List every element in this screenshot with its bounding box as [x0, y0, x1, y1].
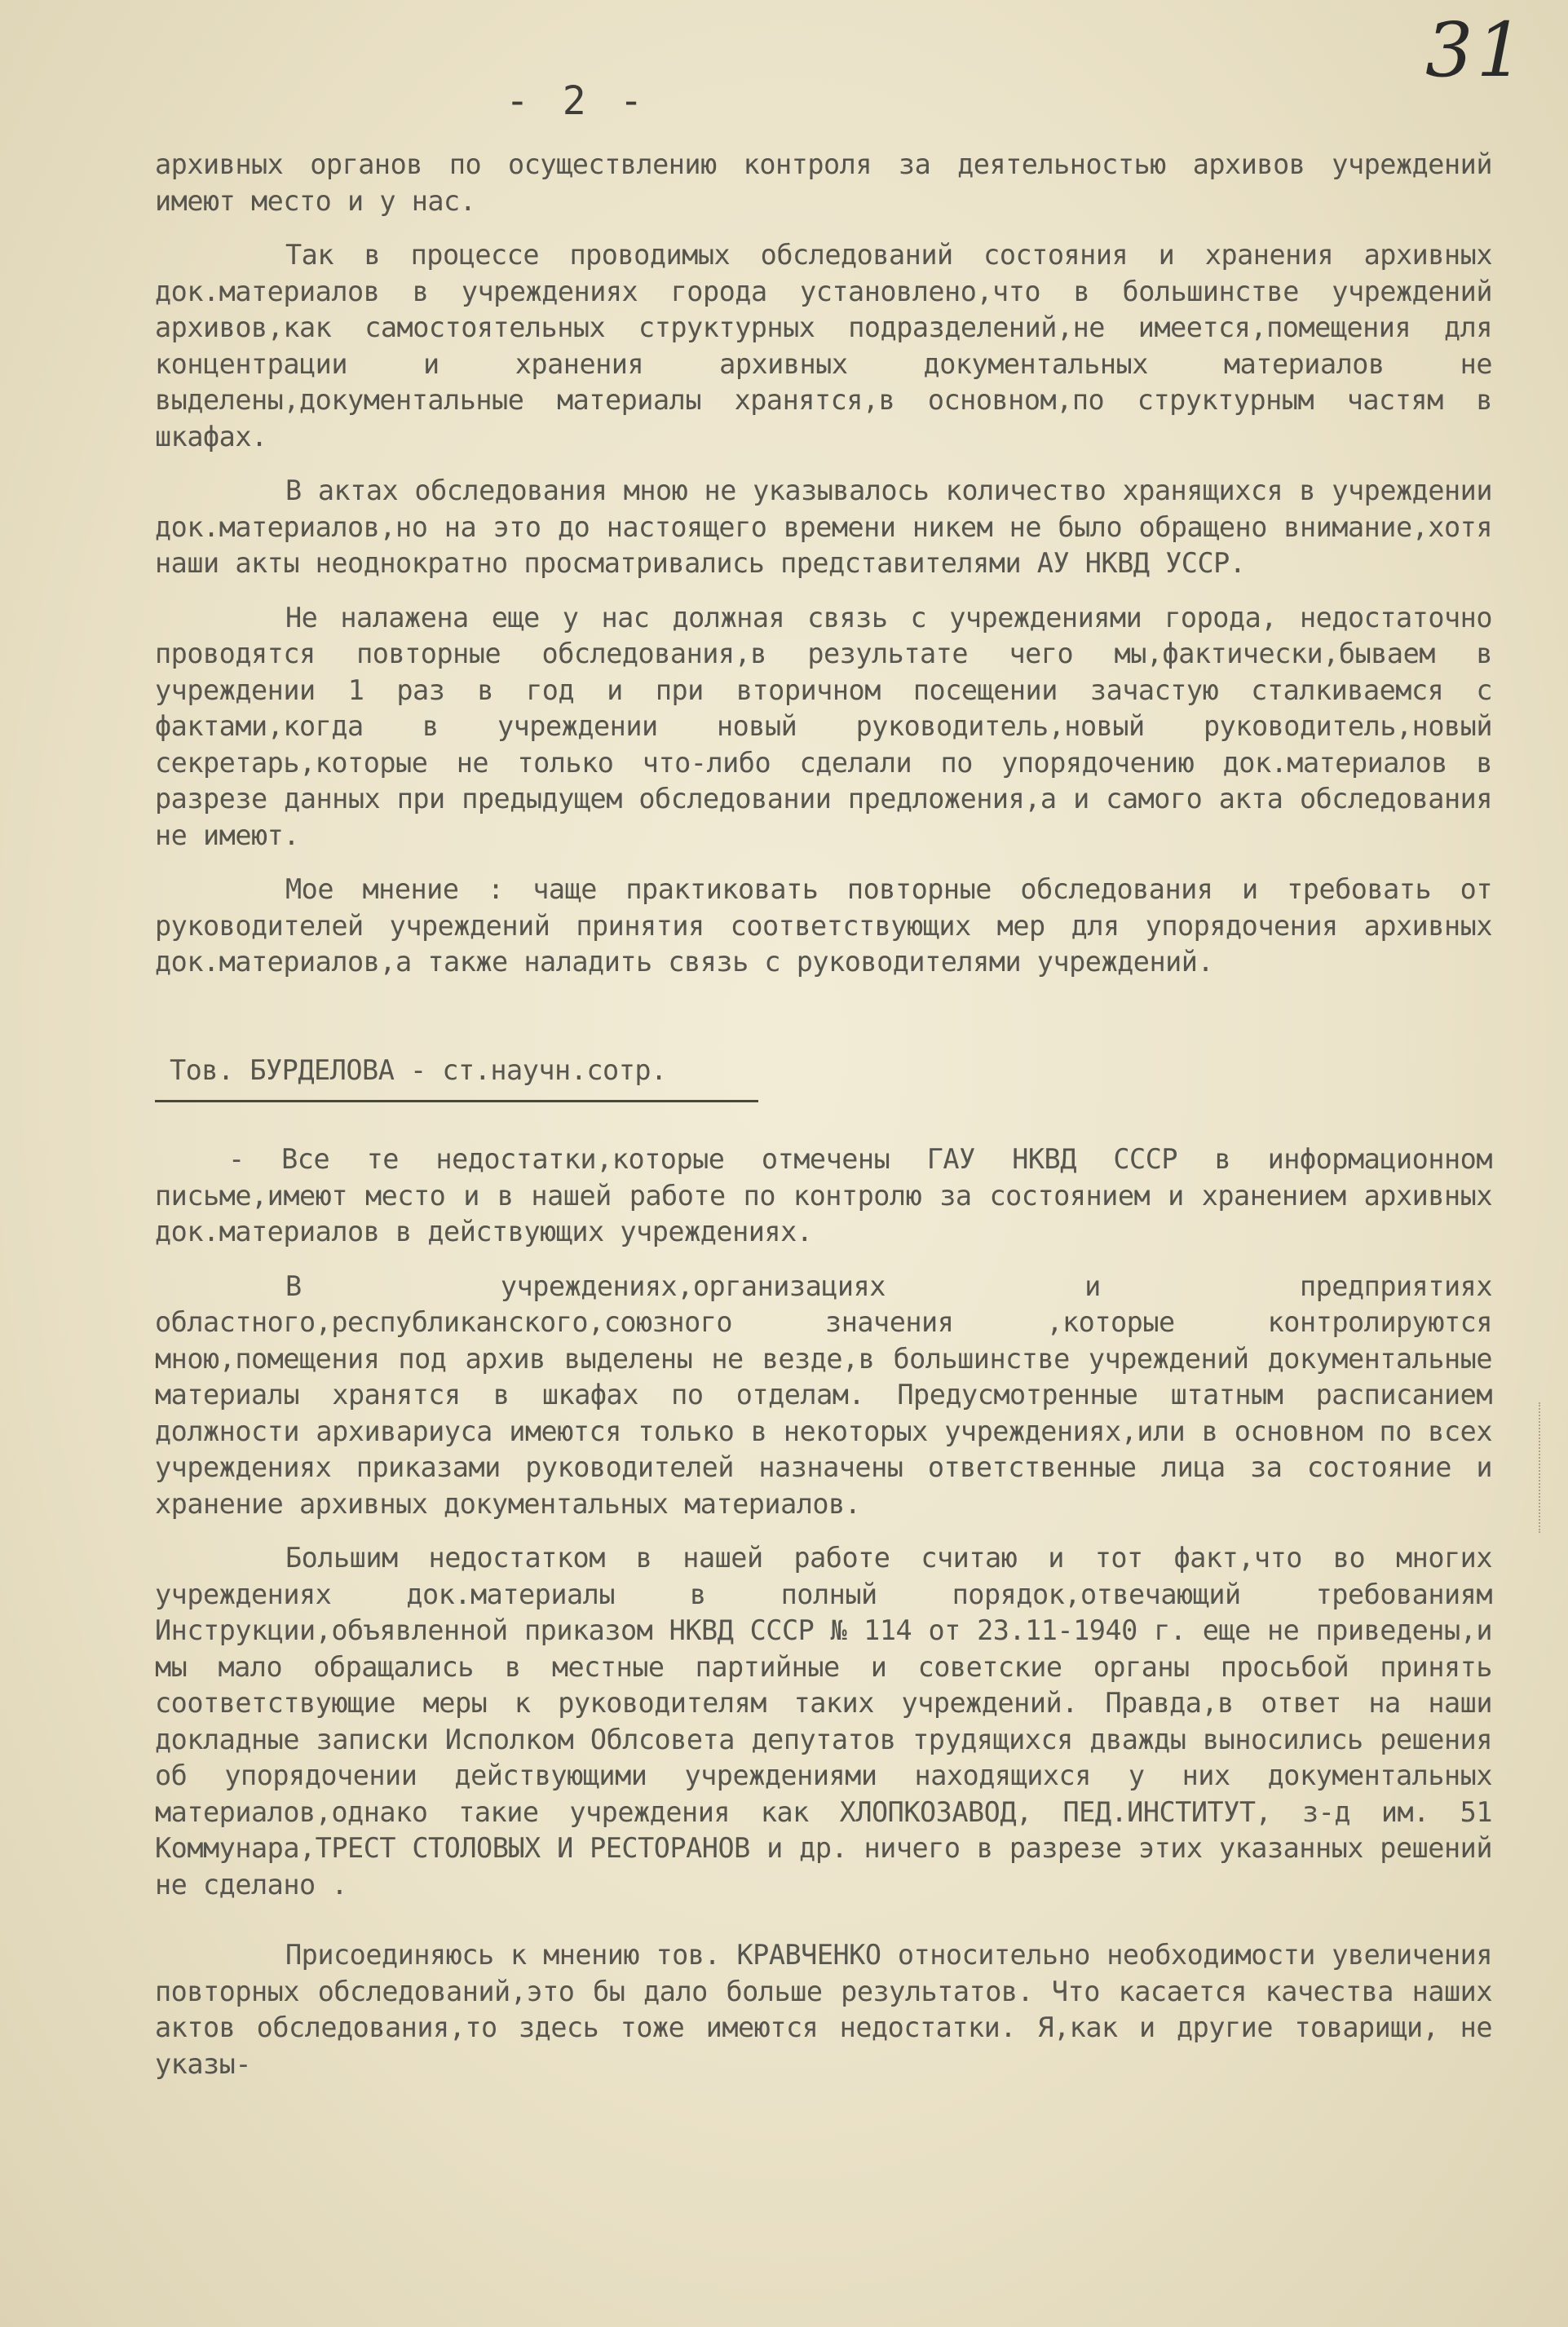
paragraph-opinion: Мое мнение : чаще практиковать повторные обследования и требовать от руководителей учреждений принятия соответствующих мер для упорядочения архивных док.материалов,а также наладить связь с руководителями учреждений. — [155, 873, 1492, 978]
margin-mark — [1539, 1402, 1557, 1533]
page-number: - 2 - — [506, 78, 648, 124]
paragraph-shortcomings: - Все те недостатки,которые отмечены ГАУ НКВД СССР в информационном письме,имеют место и в нашей работе по контролю за состоянием и хранением архивных док.материалов в действующих учреждениях. — [155, 1143, 1492, 1247]
paragraph-agreement: Присоединяюсь к мнению тов. КРАВЧЕНКО относительно необходимости увеличения повторных обследований,это бы дало больше результатов. Что касается качества наших актов обследования,то здесь тоже имеются недостатки. Я,как и другие товарищи, не указы- — [155, 1939, 1492, 2080]
paragraph-main-shortcoming: Большим недостатком в нашей работе считаю и тот факт,что во многих учреждениях док.материалы в полный порядок,отвечающий требованиям Инструкции,объявленной приказом НКВД СССР № 114 от 23.11-1940 г. еще не приведены,и мы мало обращались в местные партийные и советские органы просьбой принять соответствующие меры к руководителям таких учреждений. Правда,в ответ на наши докладные записки Исполком Облсовета депутатов трудящихся дважды выносились решения об упорядочении действующими учреждениями находящихся у них документальных материалов,однако такие учреждения как ХЛОПКОЗАВОД, ПЕД.ИНСТИТУТ, з-д им. 51 Коммунара,ТРЕСТ СТОЛОВЫХ И РЕСТОРАНОВ и др. ничего в разрезе этих указанных решений не сделано . — [155, 1542, 1492, 1901]
archive-folio-number: 31 — [1425, 7, 1528, 94]
speaker-heading: Тов. БУРДЕЛОВА - ст.научн.сотр. — [155, 1053, 758, 1103]
paragraph-institution-contact: Не налажена еще у нас должная связь с учреждениями города, недостаточно проводятся повторные обследования,в результате чего мы,фактически,бываем в учреждении 1 раз в год и при вторичном посещении зачастую сталкиваемся с фактами,когда в учреждении новый руководитель,новый руководитель,новый секретарь,которые не только что-либо сделали по упорядочению док.материалов в разрезе данных при предыдущем обследовании предложения,а и самого акта обследования не имеют. — [155, 601, 1492, 851]
paragraph-archive-inspection-findings: Так в процессе проводимых обследований состояния и хранения архивных док.материалов в учреждениях города установлено,что в большинстве учреждений архивов,как самостоятельных структурных подразделений,не имеется,помещения для концентрации и хранения архивных документальных материалов не выделены,документальные материалы хранятся,в основном,по структурным частям в шкафах. — [155, 239, 1492, 453]
paragraph-institutions-storage: В учреждениях,организациях и предприятиях областного,республиканского,союзного значения ,которые контролируются мною,помещения под архив выделены не везде,в большинстве учреждений документальные материалы хранятся в шкафах по отделам. Предусмотренные штатным расписанием должности архивариуса имеются только в некоторых учреждениях,или в основном по всех учреждениях приказами руководителей назначены ответственные лица за состояние и хранение архивных документальных материалов. — [155, 1269, 1492, 1520]
document-body — [155, 147, 1492, 2082]
paragraph-continuation: архивных органов по осуществлению контроля за деятельностью архивов учреждений имеют место и у нас. — [155, 148, 1492, 217]
paragraph-inspection-acts: В актах обследования мною не указывалось количество хранящихся в учреждении док.материалов,но на это до настоящего времени никем не было обращено внимание,хотя наши акты неоднократно просматривались представителями АУ НКВД УССР. — [155, 475, 1492, 579]
